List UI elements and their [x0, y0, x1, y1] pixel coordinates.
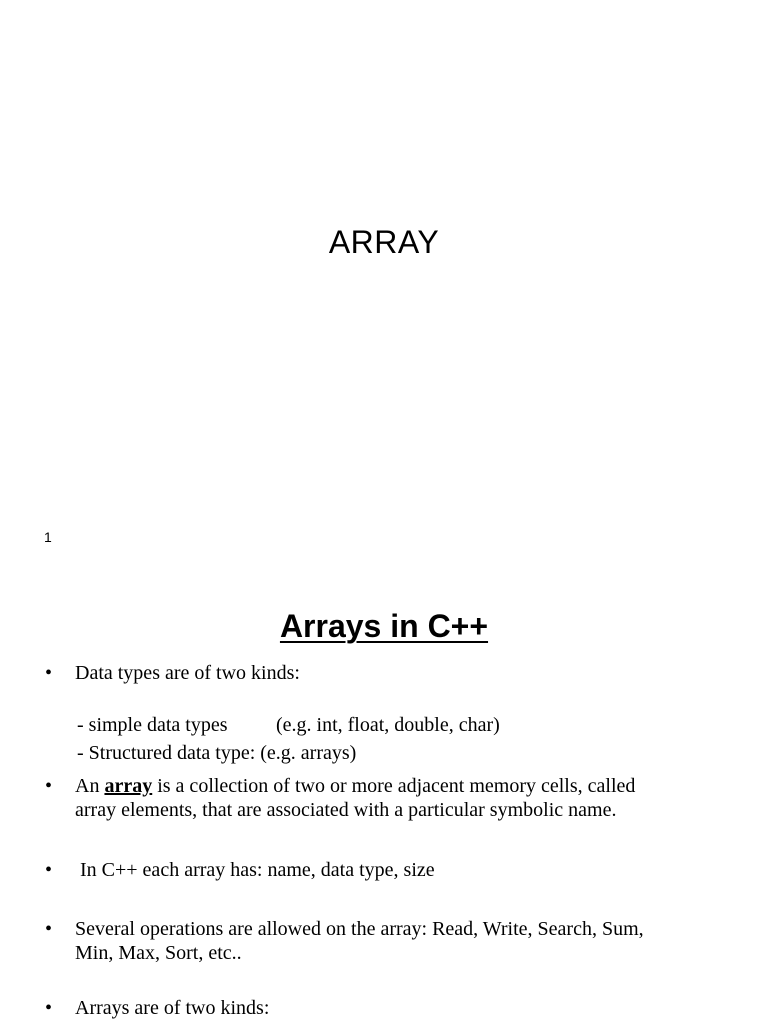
- bullet-suffix: is a collection of two or more adjacent memory cells, called: [152, 775, 636, 797]
- bullet-dot: •: [45, 859, 53, 881]
- page-number: 1: [44, 529, 52, 545]
- bullet-dot: •: [45, 775, 53, 797]
- bullet-dot: •: [45, 997, 53, 1019]
- bullet-line2: array elements, that are associated with a particular symbolic name.: [75, 799, 617, 821]
- sub-item-label: - Structured data type: (e.g. arrays): [77, 742, 357, 764]
- sub-item-label: - simple data types: [77, 714, 228, 736]
- bullet-text: [75, 917, 705, 965]
- slide-heading: Arrays in C++: [279, 608, 489, 644]
- bullet-dot: •: [45, 918, 53, 940]
- keyword-array: array: [104, 775, 153, 797]
- bullet-line2: Min, Max, Sort, etc..: [75, 942, 242, 964]
- bullet-text: [75, 774, 705, 822]
- bullet-prefix: An: [75, 775, 105, 797]
- slide-title: ARRAY: [328, 224, 440, 260]
- bullet-text: In C++ each array has: name, data type, size: [75, 859, 435, 881]
- bullet-text: Data types are of two kinds:: [75, 662, 300, 684]
- sub-item-example: (e.g. int, float, double, char): [276, 714, 500, 736]
- bullet-array-operations: [45, 917, 705, 965]
- bullet-dot: •: [45, 662, 53, 684]
- sub-item-structured-type: [67, 717, 356, 765]
- bullet-array-definition: [45, 774, 705, 822]
- bullet-text: Arrays are of two kinds:: [75, 997, 270, 1019]
- bullet-line1: Several operations are allowed on the array: Read, Write, Search, Sum,: [75, 918, 644, 940]
